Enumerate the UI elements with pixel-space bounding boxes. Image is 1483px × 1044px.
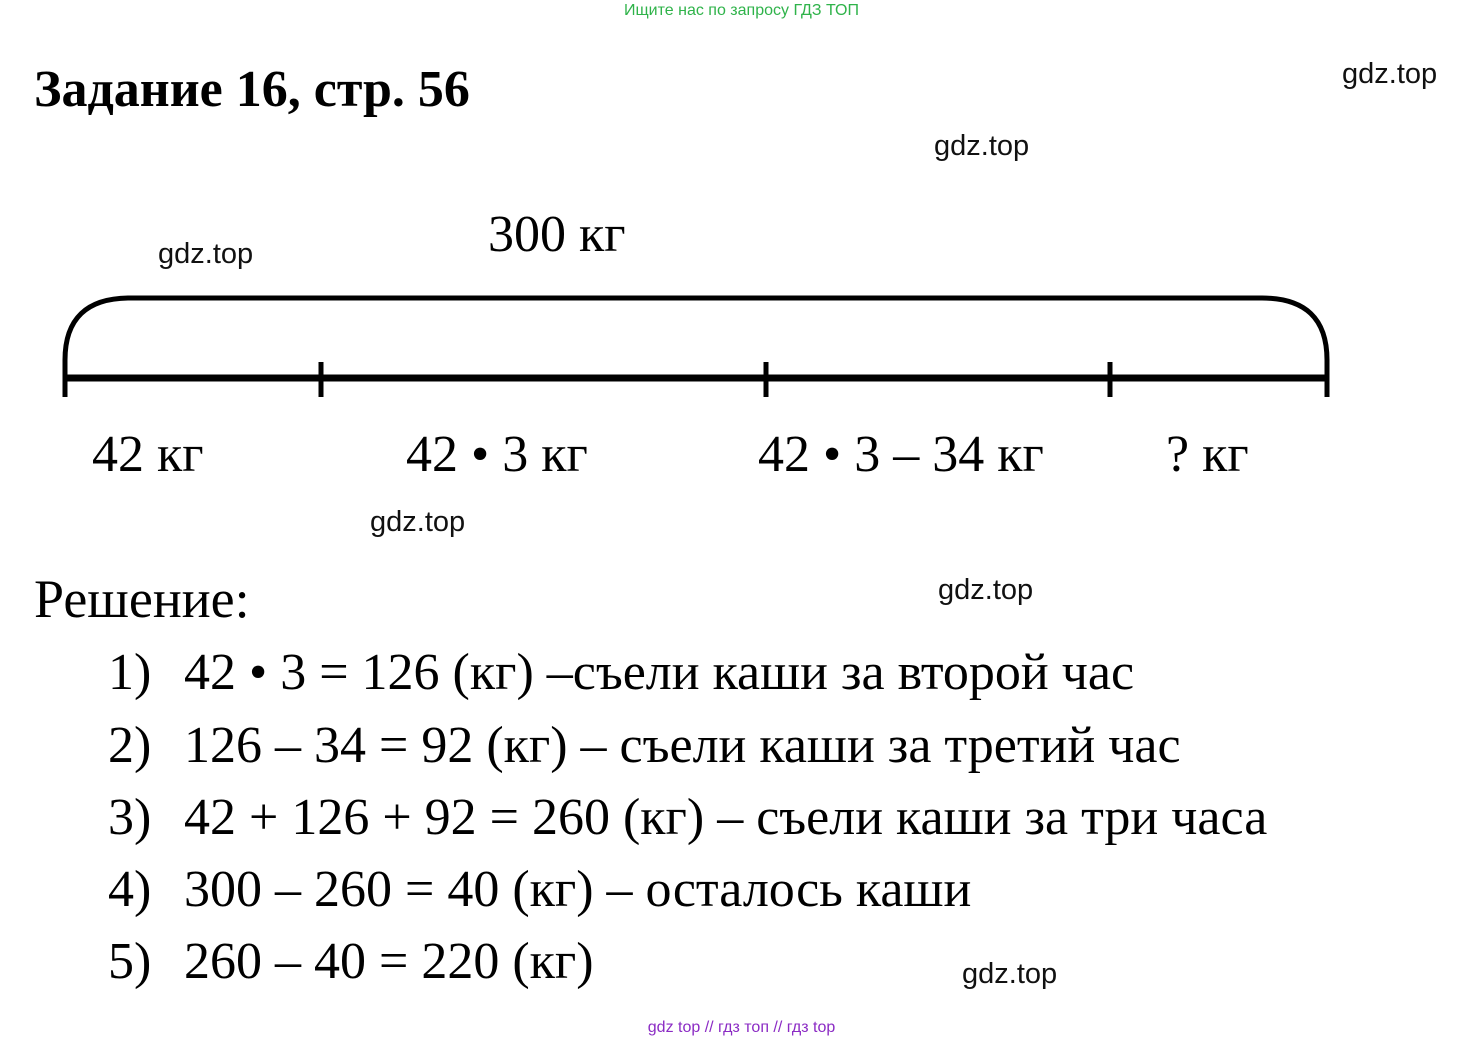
solution-step	[108, 788, 1267, 847]
segment-label-third-hour: 42 • 3 – 34 кг	[758, 426, 1044, 483]
solution-step	[108, 643, 1134, 702]
watermark: gdz.top	[1342, 58, 1438, 90]
step-number: 2)	[108, 717, 152, 774]
watermark: gdz.top	[158, 238, 254, 270]
solution-heading: Решение:	[34, 569, 250, 629]
step-text: 260 – 40 = 220 (кг)	[184, 933, 594, 990]
segment-label-second-hour: 42 • 3 кг	[406, 426, 588, 483]
total-brace	[65, 298, 1327, 372]
step-text: 42 + 126 + 92 = 260 (кг) – съели каши за три часа	[184, 789, 1268, 846]
step-text: 42 • 3 = 126 (кг) –съели каши за второй час	[184, 644, 1135, 701]
segment-label-first-hour: 42 кг	[92, 426, 204, 483]
step-number: 1)	[108, 644, 152, 701]
watermark: gdz.top	[370, 506, 466, 538]
solution-step	[108, 860, 971, 919]
step-text: 126 – 34 = 92 (кг) – съели каши за третий час	[184, 717, 1181, 774]
solution-step	[108, 932, 594, 991]
task-title: Задание 16, стр. 56	[34, 61, 470, 118]
segment-diagram	[0, 0, 1483, 420]
step-number: 3)	[108, 789, 152, 846]
step-text: 300 – 260 = 40 (кг) – осталось каши	[184, 861, 972, 918]
step-number: 5)	[108, 933, 152, 990]
watermark: gdz.top	[938, 574, 1034, 606]
total-mass-label: 300 кг	[488, 206, 626, 263]
step-number: 4)	[108, 861, 152, 918]
bottom-banner: gdz top // гдз топ // гдз top	[647, 1019, 836, 1036]
solution-step	[108, 716, 1181, 775]
watermark: gdz.top	[934, 130, 1030, 162]
top-banner: Ищите нас по запросу ГДЗ ТОП	[624, 2, 859, 19]
watermark: gdz.top	[962, 958, 1058, 990]
segment-label-remaining: ? кг	[1166, 426, 1249, 483]
